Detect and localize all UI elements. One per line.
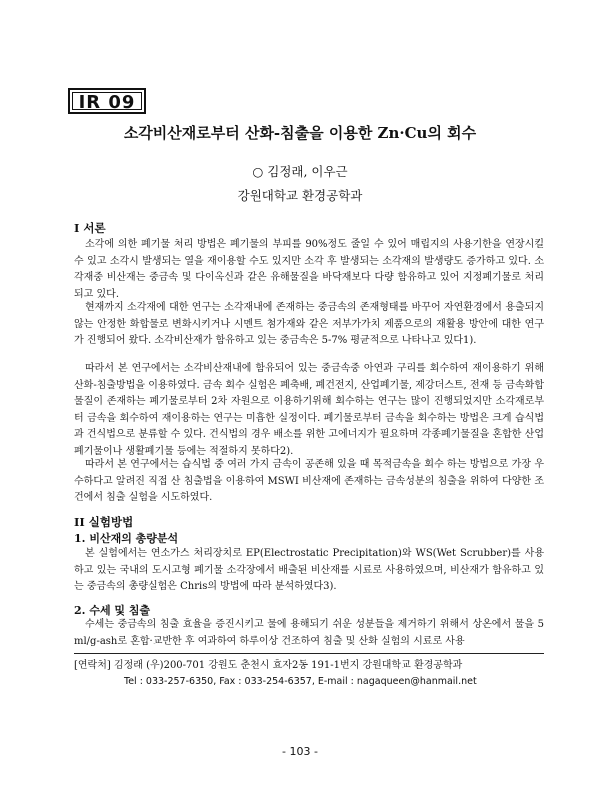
contact-block [74, 658, 544, 690]
contact-address: [연락처] 김정래 (우)200-701 강원도 춘천시 효자2동 191-1번지 강원대학교 환경공학과 [74, 660, 463, 671]
contact-phone-email: Tel : 033-257-6350, Fax : 033-254-6357, E-mail : nagaqueen@hanmail.net [124, 676, 477, 687]
session-code: IR 09 [78, 92, 136, 113]
intro-paragraph-2: 현재까지 소각재에 대한 연구는 소각재내에 존재하는 중금속의 존재형태를 바꾸어 자연환경에서 용출되지 않는 안정한 화합물로 변화시키거나 시멘트 첨가재와 같은 저부가가치 제품으로의 재활용 방안에 대한 연구가 진행되어 왔다. 소각비산재가 함유하고 있는 중금속은 5-7% 평균적으로 나타나고 있다1). [74, 302, 544, 346]
authors: ○ 김정래, 이우근 [252, 164, 348, 179]
page-number: - 103 - [282, 745, 318, 758]
intro-paragraph-4: 따라서 본 연구에서는 습식법 중 여러 가지 금속이 공존해 있을 때 목적금속을 회수 하는 방법으로 가장 우수하다고 알려진 직접 산 침출법을 이용하여 MSWI 비산재에 존재하는 금속성분의 침출을 위하여 다양한 조건에서 침출 실험을 시도하였다. [74, 459, 544, 503]
footer-rule [74, 653, 544, 654]
section-heading-methods: II 실험방법 [74, 515, 134, 529]
methods-paragraph-1: 본 실험에서는 연소가스 처리장치로 EP(Electrostatic Precipitation)와 WS(Wet Scrubber)를 사용하고 있는 국내의 도시고형 폐기물 소각장에서 배출된 비산재를 시료로 사용하였으며, 비산재가 함유하고 있는 중금속의 총량실험은 Chris의 방법에 따라 분석하였다3). [74, 548, 544, 592]
session-code-box [68, 88, 146, 114]
intro-paragraph-1: 소각에 의한 폐기물 처리 방법은 폐기물의 부피를 90%정도 줄일 수 있어 매립지의 사용기한을 연장시킬 수 있고 소각시 발생되는 열을 재이용할 수도 있지만 소각 후 발생되는 소각재의 발생량도 증가하고 있다. 소각재중 비산재는 중금속 및 다이옥신과 같은 유해물질을 바닥재보다 다량 함유하고 있어 지정폐기물로 처리되고 있다. [74, 239, 544, 300]
subsection-heading-2: 2. 수세 및 침출 [74, 604, 151, 617]
subsection-heading-1: 1. 비산재의 총량분석 [74, 532, 179, 545]
affiliation: 강원대학교 환경공학과 [237, 188, 363, 203]
intro-paragraph-3: 따라서 본 연구에서는 소각비산재내에 함유되어 있는 중금속중 아연과 구리를 회수하여 재이용하기 위해 산화-침출방법을 이용하였다. 금속 회수 실험은 폐축배, 폐건전지, 산업폐기물, 제강더스트, 전재 등 금속화합물질이 존재하는 폐기물로부터 2차 자원으로 이용하기위해 회수하는 연구는 많이 진행되었지만 소각재로부터 금속을 회수하여 재이용하는 연구는 미흡한 실정이다. 폐기물로부터 금속을 회수하는 방법은 크게 습식법과 건식법으로 분류할 수 있다. 건식법의 경우 배소를 위한 고에너지가 필요하며 각종폐기물질을 혼합한 산업폐기물이나 생활폐기물 등에는 적절하지 못하다2). [74, 363, 544, 457]
section-heading-intro: I 서론 [74, 221, 106, 235]
paper-title: 소각비산재로부터 산화-침출을 이용한 Zn·Cu의 회수 [123, 124, 477, 142]
methods-paragraph-2: 수세는 중금속의 침출 효율을 증진시키고 물에 용해되기 쉬운 성분들을 제거하기 위해서 상온에서 물을 5 ml/g-ash로 혼합·교반한 후 여과하여 하루이상 건조하여 침출 및 산화 실험의 시료로 사용 [74, 619, 544, 647]
